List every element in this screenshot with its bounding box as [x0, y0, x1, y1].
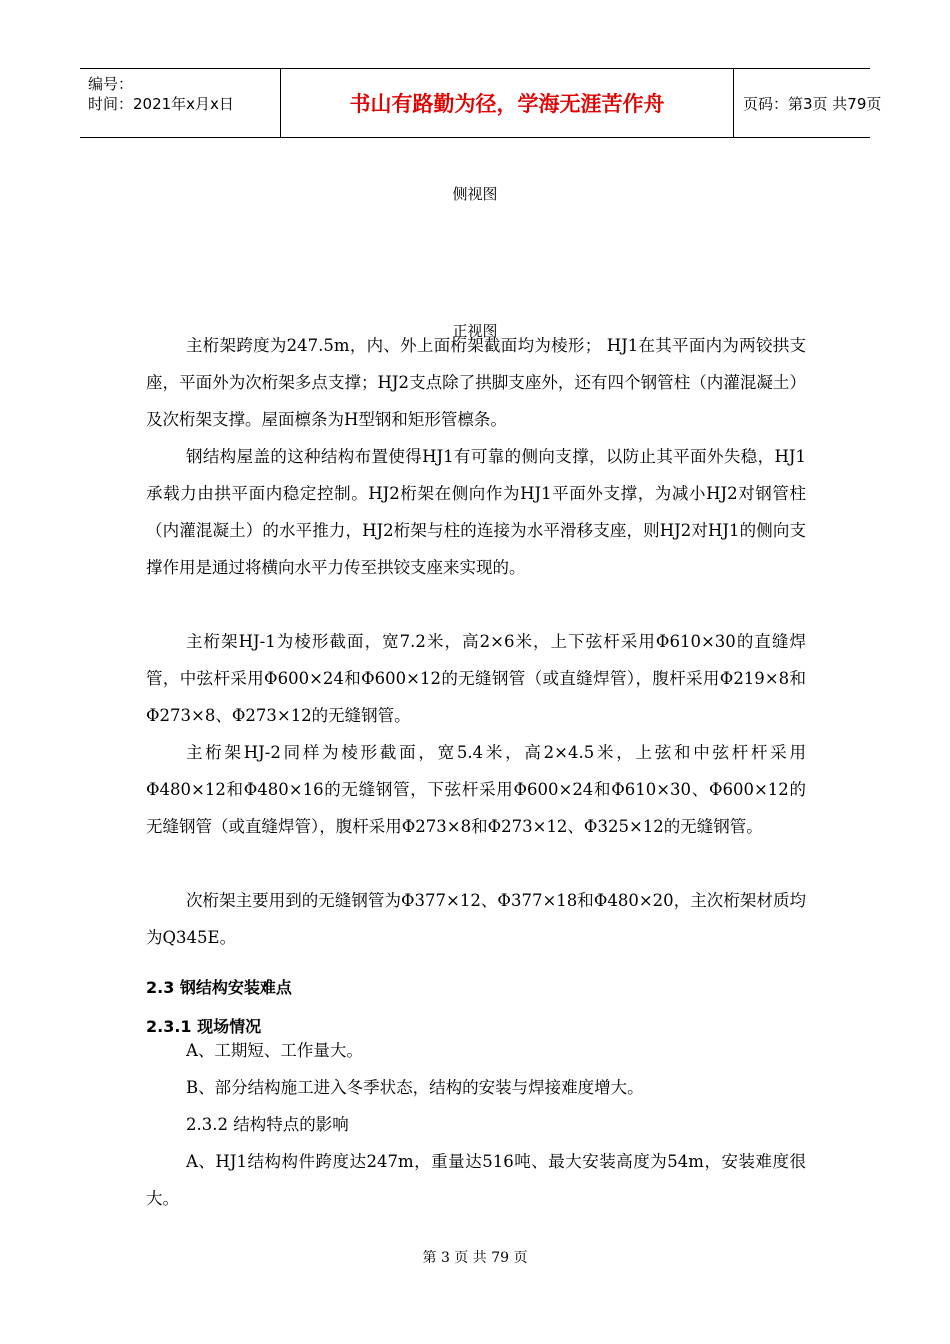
side-view-caption: 侧视图	[452, 185, 498, 203]
page-footer: 第 3 页 共 79 页	[422, 1250, 528, 1266]
paragraph-3: 主桁架HJ-1为棱形截面，宽7.2米，高2×6米，上下弦杆采用Φ610×30的直缝焊管，中弦杆采用Φ600×24和Φ600×12的无缝钢管（或直缝焊管），腹杆采用Φ219×8和Φ273×8、Φ273×12的无缝钢管。	[146, 632, 806, 725]
paragraph-4: 主桁架HJ-2同样为棱形截面，宽5.4米，高2×4.5米，上弦和中弦杆杆采用Φ480×12和Φ480×16的无缝钢管，下弦杆采用Φ600×24和Φ610×30、Φ600×12的无缝钢管（或直缝焊管），腹杆采用Φ273×8和Φ273×12、Φ325×12的无缝钢管。	[146, 743, 806, 836]
header-motto: 书山有路勤为径，学海无涯苦作舟	[280, 69, 734, 137]
header-page-info: 页码：第3页 共79页	[743, 94, 882, 113]
paragraph-5: 次桁架主要用到的无缝钢管为Φ377×12、Φ377×18和Φ480×20，主次桁架材质均为Q345E。	[146, 891, 806, 947]
paragraph-2: 钢结构屋盖的这种结构布置使得HJ1有可靠的侧向支撑，以防止其平面外失稳，HJ1承载力由拱平面内稳定控制。HJ2桁架在侧向作为HJ1平面外支撑，为减小HJ2对钢管柱（内灌混凝土）的水平推力，HJ2桁架与柱的连接为水平滑移支座，则HJ2对HJ1的侧向支撑作用是通过将横向水平力传至拱铰支座来实现的。	[146, 447, 806, 577]
subsection-heading-1: 2.3.1 现场情况	[146, 1017, 262, 1036]
number-label: 编号：	[88, 75, 134, 93]
paragraph-1: 主桁架跨度为247.5m，内、外上面桁架截面均为棱形； HJ1在其平面内为两铰拱支座，平面外为次桁架多点支撑；HJ2支点除了拱脚支座外，还有四个钢管柱（内灌混凝土）及次桁架支撑。屋面檩条为H型钢和矩形管檩条。	[146, 336, 806, 429]
front-view-caption: 正视图	[452, 322, 498, 340]
page-header	[80, 68, 882, 138]
time-label: 时间：2021年x月x日	[88, 95, 234, 113]
item-c: A、HJ1结构构件跨度达247m，重量达516吨、最大安装高度为54m，安装难度很大。	[146, 1152, 806, 1208]
item-a: A、工期短、工作量大。	[186, 1041, 363, 1060]
subsection-heading-2: 2.3.2 结构特点的影响	[186, 1115, 349, 1134]
header-meta	[80, 69, 280, 137]
item-b: B、部分结构施工进入冬季状态，结构的安装与焊接难度增大。	[186, 1078, 644, 1097]
section-heading: 2.3 钢结构安装难点	[146, 978, 292, 997]
